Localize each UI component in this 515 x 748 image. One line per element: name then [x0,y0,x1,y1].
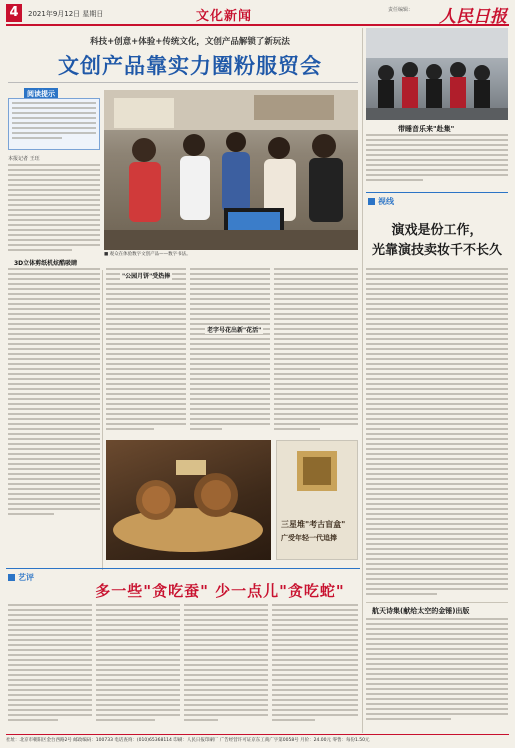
lead-column-2a [106,268,186,438]
main-photo-caption: ■ 观众在体验数字文创产品——数字书法。 [104,252,191,257]
book-cover [276,440,358,560]
right-photo-text [366,134,508,189]
right-bottom-text [366,618,508,730]
title-divider [8,82,358,83]
editor-info: 责任编辑： [388,7,414,13]
book-cover-title-1: 三星堆"考古盲盒" [281,520,346,529]
art-section-rule [6,568,360,569]
lead-subtitle: 科技+创意+体验+传统文化，文创产品解锁了新玩法 [90,37,290,47]
right-column-rule [362,28,363,733]
right-photo [366,28,508,120]
art-column-2 [96,604,180,732]
art-title: 多一些"贪吃蚕" 少一点儿"贪吃蛇" [95,582,345,600]
lead-column-1b [8,268,100,518]
right-bottom-rule [366,602,508,603]
issue-date: 2021年9月12日 星期日 [28,10,104,18]
right-title-line-2: 光靠演技卖妆千不长久 [371,243,502,258]
book-cover-art [277,441,357,521]
masthead-logo: 人民日报 [439,7,507,27]
art-column-3 [184,604,268,732]
page-number: 4 [6,4,22,22]
byline: 本报记者 王珏 [8,156,40,162]
subhead-3: 老字号花出新"花活" [207,327,262,334]
main-photo-illustration [104,90,358,250]
subhead-1: 3D立体剪纸机炫酷吸睛 [14,260,78,267]
food-photo-illustration [106,440,271,560]
main-photo [104,90,358,250]
page-header [6,4,509,26]
lead-column-1a [8,164,100,254]
reading-tip-box [8,98,100,150]
art-section-tag: 艺评 [8,572,34,583]
food-photo [106,440,271,560]
lead-column-3a [190,268,270,438]
right-section-rule [366,192,508,193]
lead-title: 文创产品靠实力圈粉服贸会 [58,54,322,78]
col-rule-1 [102,270,103,570]
book-cover-title-2: 广受年轻一代追捧 [281,534,337,542]
art-column-4 [272,604,358,732]
lead-column-4a [274,268,358,438]
right-bottom-title: 航天诗集(献给太空的金锤)出版 [372,607,470,615]
right-photo-title: 带睡音乐来"赴集" [398,125,455,133]
right-photo-illustration [366,28,508,120]
right-section-tag: 视线 [368,196,394,207]
right-title-line-1: 演戏是份工作， [391,223,483,238]
art-column-1 [8,604,92,732]
reading-tip-tag: 阅读提示 [24,88,58,100]
reading-tip-text [12,102,96,146]
subhead-2: "公园月饼"受热捧 [122,273,171,280]
page-footer: 社址：北京市朝阳区金台西路2号 邮政编码：100733 电话查询：(010)65368114 印刷：人民日报印刷厂 广告经营许可证京东工商广字第0058号 月价：24.00元 零售：每份1.50元 [6,734,509,747]
right-article-text [366,268,508,598]
section-name: 文化新闻 [196,9,253,24]
